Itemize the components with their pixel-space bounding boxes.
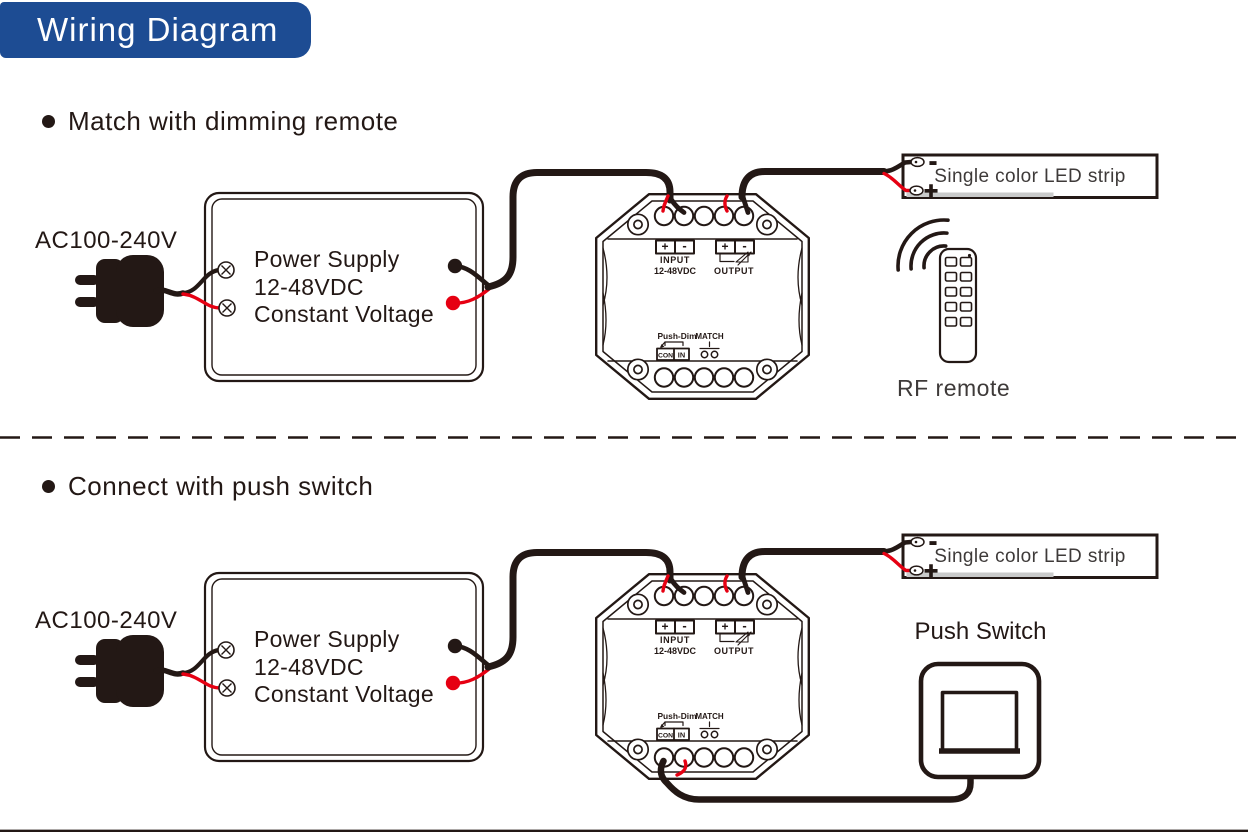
input-title: INPUT — [660, 255, 690, 265]
rf-remote-label: RF remote — [897, 375, 1011, 401]
in-label: IN — [677, 350, 686, 360]
dimmer-module-2 — [596, 574, 809, 779]
ac-input-label-1: AC100-240V — [35, 227, 178, 254]
bullet-icon — [42, 480, 55, 493]
output-plus-label: + — [721, 239, 729, 254]
title-banner — [0, 2, 311, 58]
push-dim-label: Push-Dim — [657, 331, 697, 341]
power-supply-text-1 — [254, 246, 434, 329]
rf-remote-icon — [887, 209, 976, 362]
match-label: MATCH — [695, 332, 724, 341]
input-plus-label-2: + — [661, 619, 669, 634]
section-title-push-switch — [42, 471, 373, 502]
led-strip-label-2: Single color LED strip — [934, 546, 1126, 567]
output-title-2: OUTPUT — [714, 646, 754, 656]
section-title-dimming-remote — [42, 106, 398, 137]
power-supply-line: Constant Voltage — [254, 681, 434, 707]
output-plus-label-2: + — [721, 619, 729, 634]
match-label-2: MATCH — [695, 712, 724, 721]
section-title-label: Connect with push switch — [68, 471, 374, 501]
output-title: OUTPUT — [714, 266, 754, 276]
input-title-2: INPUT — [660, 635, 690, 645]
power-supply-line: Constant Voltage — [254, 301, 434, 327]
push-switch-icon — [921, 664, 1039, 777]
power-supply-line: 12-48VDC — [254, 653, 364, 680]
dimmer-module — [596, 194, 809, 399]
led-plus-mark: + — [924, 178, 939, 205]
in-label-2: IN — [677, 730, 686, 740]
led-minus-mark-2: - — [929, 528, 937, 556]
section-title-label: Match with dimming remote — [68, 106, 399, 136]
led-strip-label-1: Single color LED strip — [934, 166, 1126, 187]
power-supply-line: Power Supply — [254, 246, 400, 272]
ac-input-label-2: AC100-240V — [35, 607, 178, 634]
input-terminal-screws-2 — [218, 642, 235, 696]
power-supply-line: Power Supply — [254, 626, 400, 652]
input-plus-label: + — [661, 239, 669, 254]
input-voltage: 12-48VDC — [653, 266, 697, 276]
con-label-2: CON — [657, 732, 674, 740]
input-terminal-screws-1 — [218, 262, 235, 316]
push-switch-label: Push Switch — [914, 618, 1047, 645]
con-label: CON — [657, 352, 674, 360]
input-voltage-2: 12-48VDC — [653, 646, 697, 656]
output-minus-label-2: - — [742, 618, 747, 633]
bullet-icon — [42, 115, 55, 128]
power-supply-text-2 — [254, 626, 434, 709]
power-supply-line: 12-48VDC — [254, 273, 364, 300]
push-dim-label-2: Push-Dim — [657, 711, 697, 721]
led-plus-mark-2: + — [924, 558, 939, 585]
input-minus-label: - — [682, 238, 687, 253]
page-title: Wiring Diagram — [37, 11, 279, 48]
output-minus-label: - — [742, 238, 747, 253]
ac-plug-icon — [75, 255, 164, 327]
ac-plug-icon-2 — [75, 635, 164, 707]
led-minus-mark: - — [929, 148, 937, 176]
input-minus-label-2: - — [682, 618, 687, 633]
